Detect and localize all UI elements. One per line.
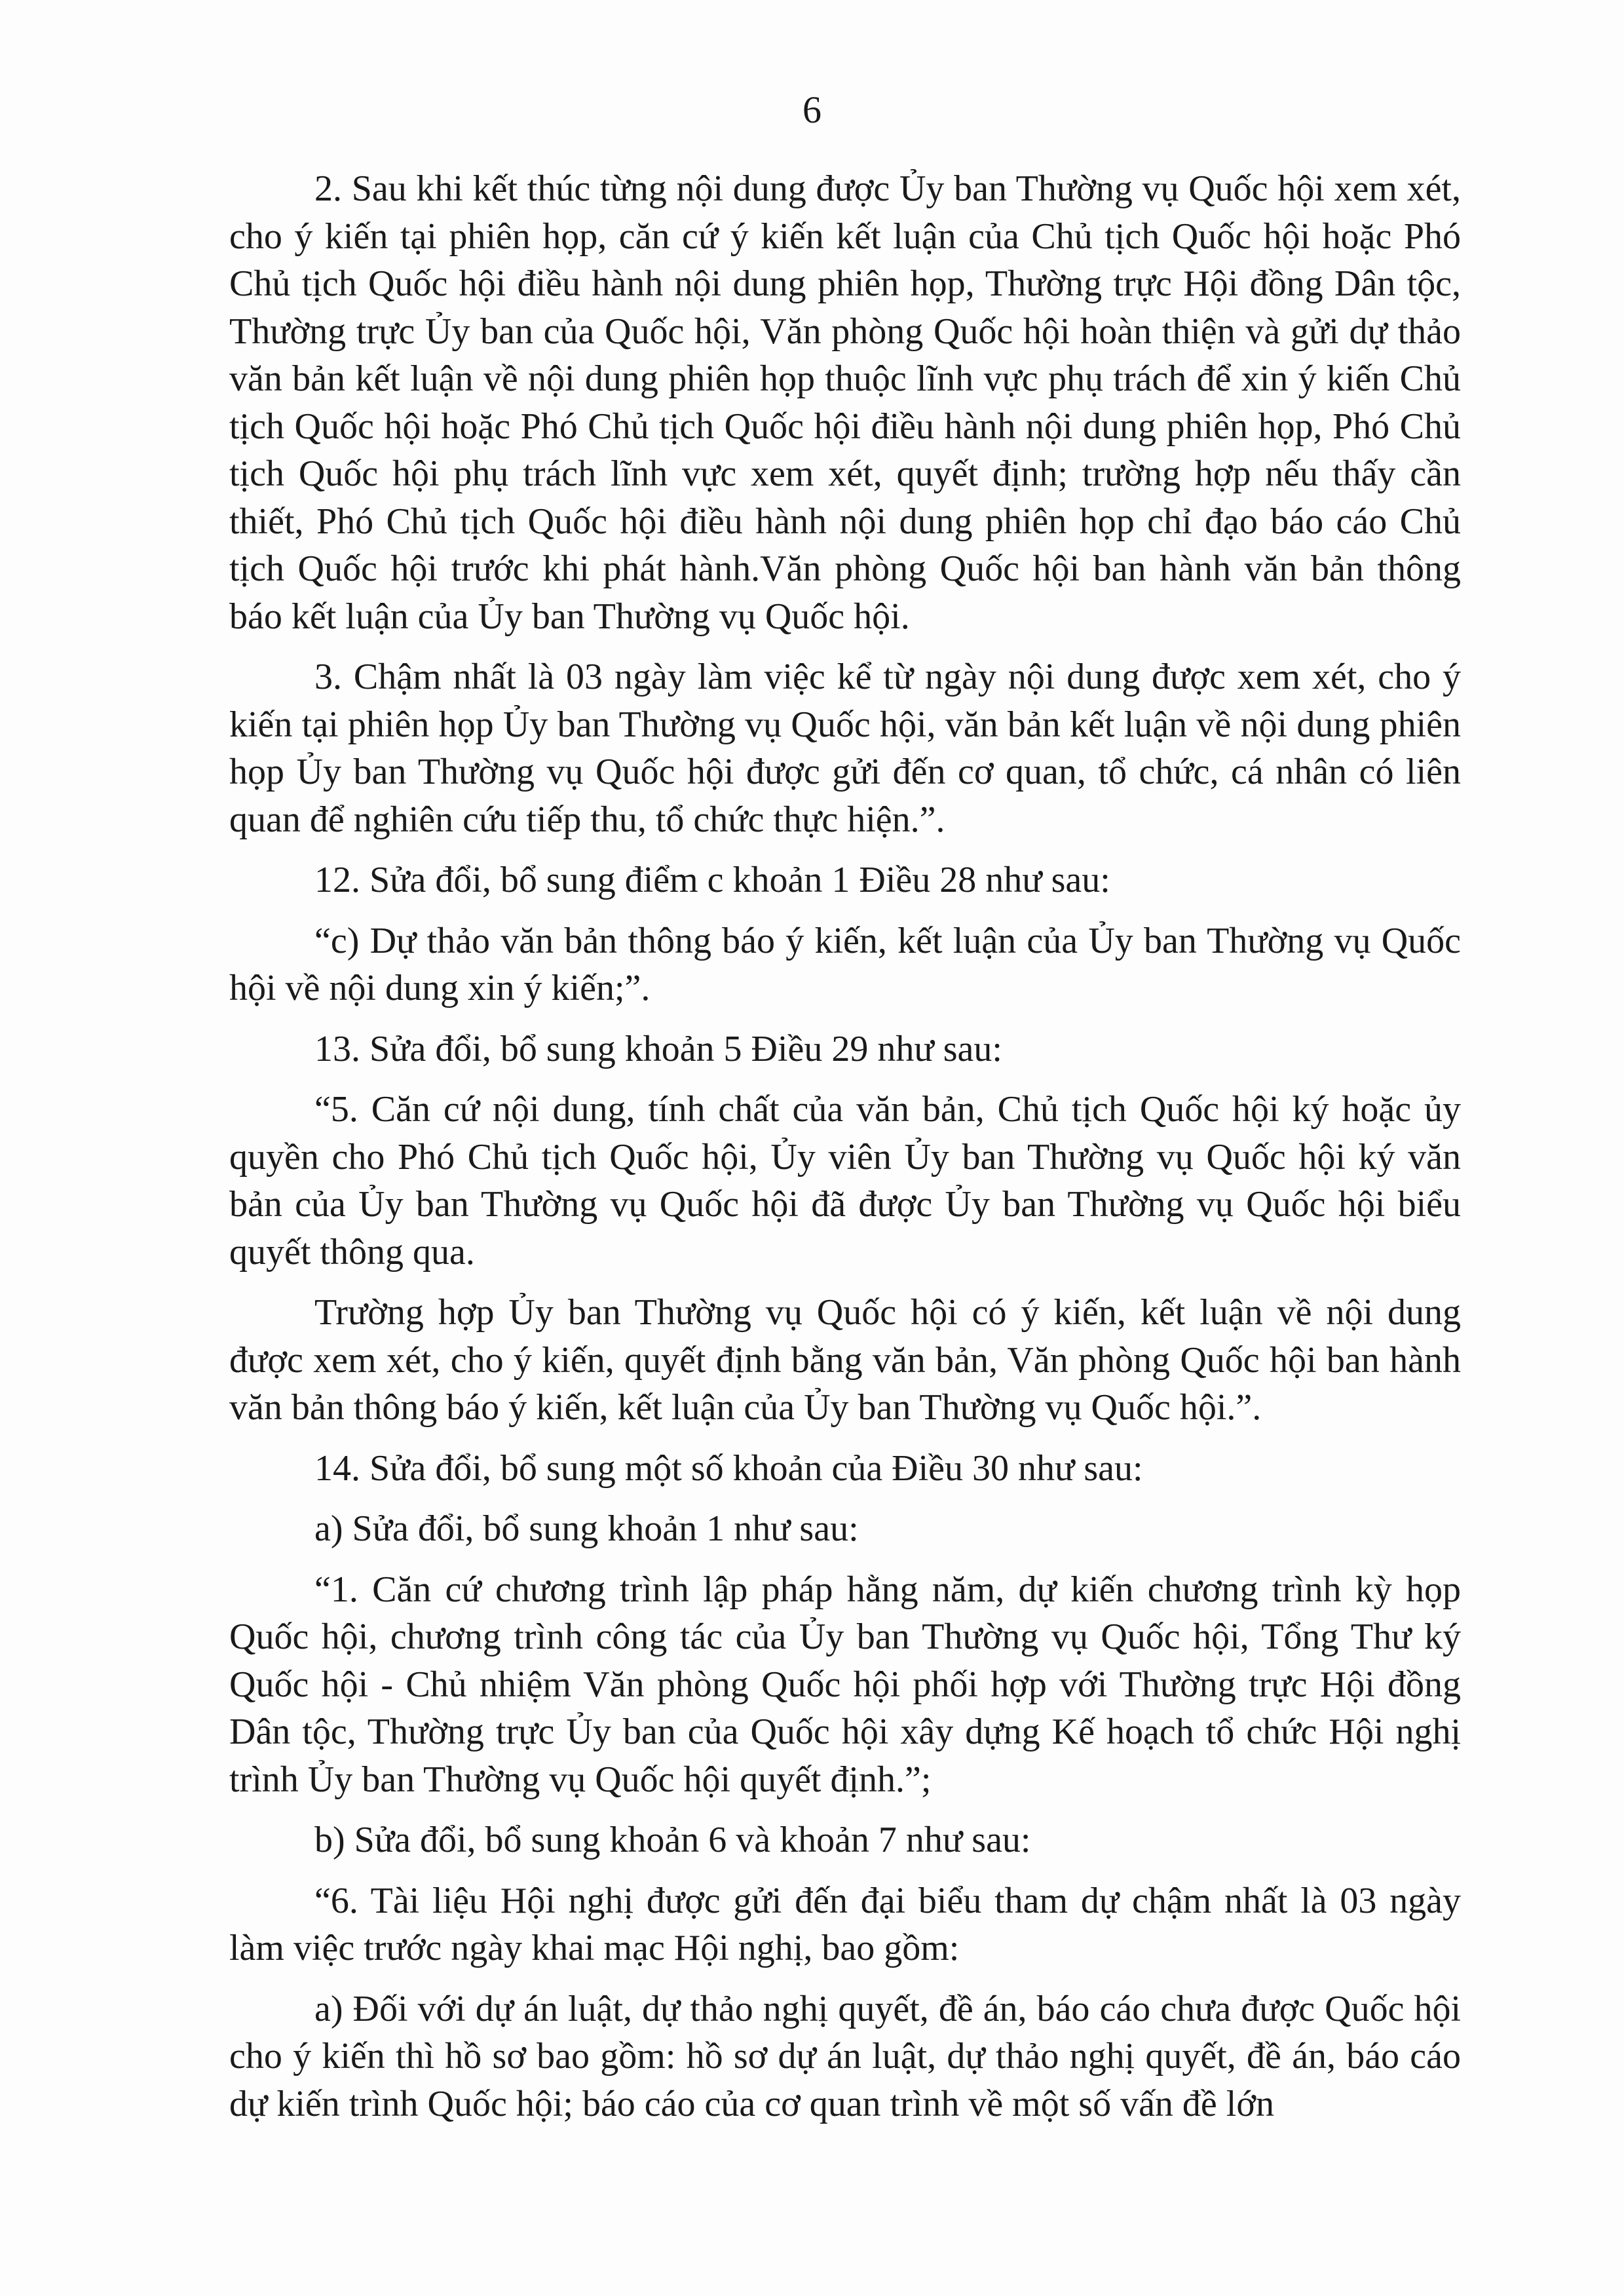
document-body — [229, 165, 1461, 2141]
paragraph-quote-6: “6. Tài liệu Hội nghị được gửi đến đại biểu tham dự chậm nhất là 03 ngày làm việc trước ngày khai mạc Hội nghị, bao gồm: — [229, 1880, 1461, 1968]
paragraph-quote-1: “1. Căn cứ chương trình lập pháp hằng năm, dự kiến chương trình kỳ họp Quốc hội, chương trình công tác của Ủy ban Thường vụ Quốc hội, Tổng Thư ký Quốc hội - Chủ nhiệm Văn phòng Quốc hội phối hợp với Thường trực Hội đồng Dân tộc, Thường trực Ủy ban của Quốc hội xây dựng Kế hoạch tổ chức Hội nghị trình Ủy ban Thường vụ Quốc hội quyết định.”; — [229, 1569, 1461, 1800]
paragraph-quote-c: “c) Dự thảo văn bản thông báo ý kiến, kết luận của Ủy ban Thường vụ Quốc hội về nội dung xin ý kiến;”. — [229, 920, 1461, 1008]
paragraph-sub-a: a) Sửa đổi, bổ sung khoản 1 như sau: — [314, 1508, 859, 1549]
paragraph-case-ubtvqh: Trường hợp Ủy ban Thường vụ Quốc hội có ý kiến, kết luận về nội dung được xem xét, cho ý kiến, quyết định bằng văn bản, Văn phòng Quốc hội ban hành văn bản thông báo ý kiến, kết luận của Ủy ban Thường vụ Quốc hội.”. — [229, 1292, 1461, 1428]
paragraph-item-13: 13. Sửa đổi, bổ sung khoản 5 Điều 29 như sau: — [314, 1028, 1002, 1069]
paragraph-sub-b: b) Sửa đổi, bổ sung khoản 6 và khoản 7 như sau: — [314, 1820, 1031, 1860]
paragraph-item-12: 12. Sửa đổi, bổ sung điểm c khoản 1 Điều 28 như sau: — [314, 860, 1110, 900]
paragraph-item-14: 14. Sửa đổi, bổ sung một số khoản của Điều 30 như sau: — [314, 1447, 1143, 1489]
paragraph-clause-3: 3. Chậm nhất là 03 ngày làm việc kể từ ngày nội dung được xem xét, cho ý kiến tại phiên họp Ủy ban Thường vụ Quốc hội, văn bản kết luận về nội dung phiên họp Ủy ban Thường vụ Quốc hội được gửi đến cơ quan, tổ chức, cá nhân có liên quan để nghiên cứu tiếp thu, tổ chức thực hiện.”. — [229, 657, 1461, 840]
page-number: 6 — [803, 88, 821, 131]
paragraph-point-a: a) Đối với dự án luật, dự thảo nghị quyết, đề án, báo cáo chưa được Quốc hội cho ý kiến thì hồ sơ bao gồm: hồ sơ dự án luật, dự thảo nghị quyết, đề án, báo cáo dự kiến trình Quốc hội; báo cáo của cơ quan trình về một số vấn đề lớn — [229, 1988, 1461, 2124]
paragraph-quote-5: “5. Căn cứ nội dung, tính chất của văn bản, Chủ tịch Quốc hội ký hoặc ủy quyền cho Phó Chủ tịch Quốc hội, Ủy viên Ủy ban Thường vụ Quốc hội ký văn bản của Ủy ban Thường vụ Quốc hội đã được Ủy ban Thường vụ Quốc hội biểu quyết thông qua. — [229, 1089, 1461, 1272]
paragraph-clause-2: 2. Sau khi kết thúc từng nội dung được Ủy ban Thường vụ Quốc hội xem xét, cho ý kiến tại phiên họp, căn cứ ý kiến kết luận của Chủ tịch Quốc hội hoặc Phó Chủ tịch Quốc hội điều hành nội dung phiên họp, Thường trực Hội đồng Dân tộc, Thường trực Ủy ban của Quốc hội, Văn phòng Quốc hội hoàn thiện và gửi dự thảo văn bản kết luận về nội dung phiên họp thuộc lĩnh vực phụ trách để xin ý kiến Chủ tịch Quốc hội hoặc Phó Chủ tịch Quốc hội điều hành nội dung phiên họp, Phó Chủ tịch Quốc hội phụ trách lĩnh vực xem xét, quyết định; trường hợp nếu thấy cần thiết, Phó Chủ tịch Quốc hội điều hành nội dung phiên họp chỉ đạo báo cáo Chủ tịch Quốc hội trước khi phát hành.Văn phòng Quốc hội ban hành văn bản thông báo kết luận của Ủy ban Thường vụ Quốc hội. — [229, 168, 1461, 637]
